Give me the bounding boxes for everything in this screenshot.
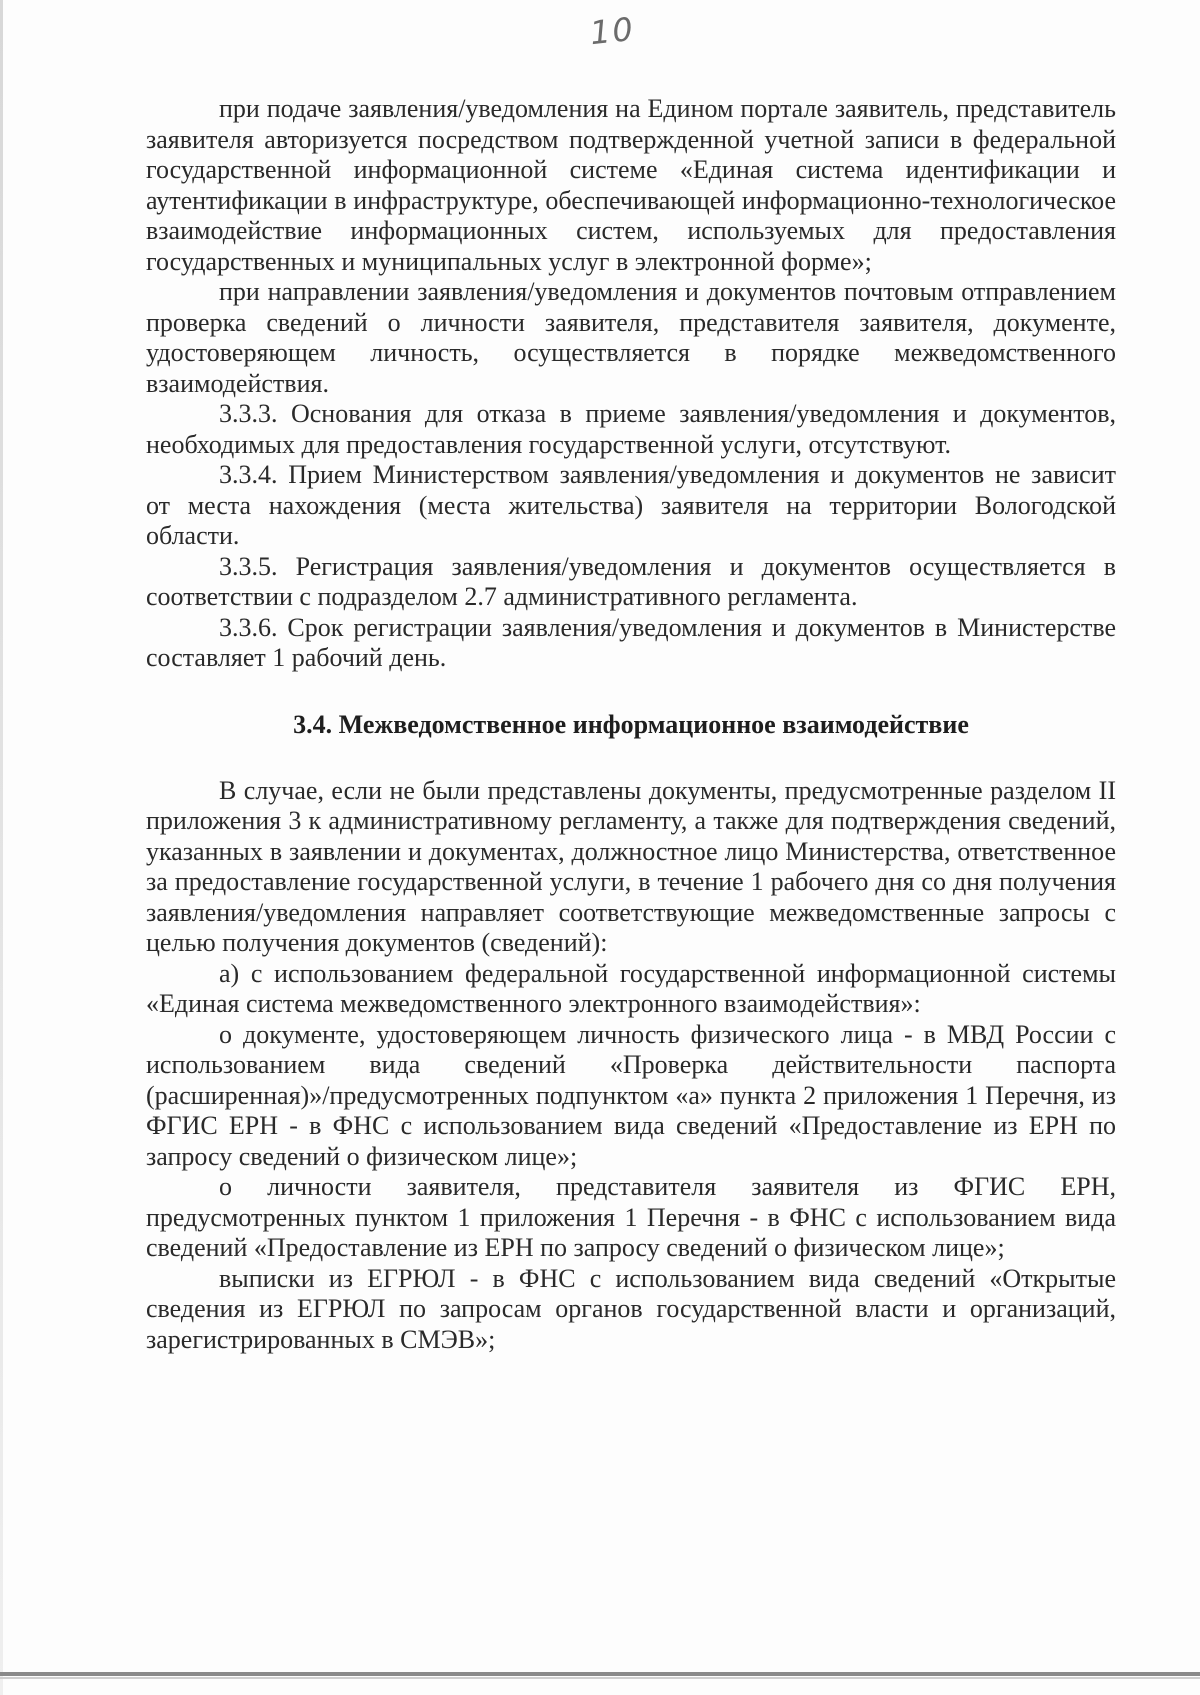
paragraph-3-3-4: 3.3.4. Прием Министерством заявления/уведомления и документов не зависит от места нахождения (места жительства) заявителя на территории Вологодской области.	[146, 460, 1116, 550]
paragraph-3-3-5: 3.3.5. Регистрация заявления/уведомления и документов осуществляется в соответствии с подразделом 2.7 административного регламента.	[146, 551, 1116, 611]
paragraph-postal-verification: при направлении заявления/уведомления и документов почтовым отправлением проверка сведений о личности заявителя, представителя заявителя, документе, удостоверяющем личность, осуществляется в порядке межведомственного взаимодействия.	[146, 277, 1116, 398]
handwritten-page-number: 10	[588, 9, 637, 53]
paragraph-interagency-requests: В случае, если не были представлены документы, предусмотренные разделом II приложения 3 к административному регламенту, а также для подтверждения сведений, указанных в заявлении и документах, должностное лицо Министерства, ответственное за предоставление государственной услуги, в течение 1 рабочего дня со дня получения заявления/уведомления направляет соответствующие межведомственные запросы с целью получения документов (сведений):	[146, 775, 1116, 957]
scan-bottom-edge	[0, 1672, 1200, 1676]
paragraph-esia-authorization: при подаче заявления/уведомления на Едином портале заявитель, представитель заявителя авторизуется посредством подтвержденной учетной записи в федеральной государственной информационной системе «Единая система идентификации и аутентификации в инфраструктуре, обеспечивающей информационно-технологическое взаимодействие информационных систем, используемых для предоставления государственных и муниципальных услуг в электронной форме»;	[146, 94, 1116, 276]
scan-left-edge	[0, 0, 3, 1695]
paragraph-smev-item-a: а) с использованием федеральной государственной информационной системы «Единая система межведомственного электронного взаимодействия»:	[146, 958, 1116, 1018]
paragraph-3-3-6: 3.3.6. Срок регистрации заявления/уведомления и документов в Министерстве составляет 1 рабочий день.	[146, 612, 1116, 672]
paragraph-identity-document: о документе, удостоверяющем личность физического лица - в МВД России с использованием вида сведений «Проверка действительности паспорта (расширенная)»/предусмотренных подпунктом «а» пункта 2 приложения 1 Перечня, из ФГИС ЕРН - в ФНС с использованием вида сведений «Предоставление из ЕРН по запросу сведений о физическом лице»;	[146, 1019, 1116, 1171]
scan-bottom-edge-shadow	[0, 1677, 1200, 1679]
document-body	[146, 94, 1116, 1355]
paragraph-egrul-extract: выписки из ЕГРЮЛ - в ФНС с использованием вида сведений «Открытые сведения из ЕГРЮЛ по запросам органов государственной власти и организаций, зарегистрированных в СМЭВ»;	[146, 1263, 1116, 1354]
paragraph-3-3-3: 3.3.3. Основания для отказа в приеме заявления/уведомления и документов, необходимых для предоставления государственной услуги, отсутствуют.	[146, 399, 1116, 459]
paragraph-applicant-identity: о личности заявителя, представителя заявителя из ФГИС ЕРН, предусмотренных пунктом 1 приложения 1 Перечня - в ФНС с использованием вида сведений «Предоставление из ЕРН по запросу сведений о физическом лице»;	[146, 1172, 1116, 1262]
section-heading-3-4: 3.4. Межведомственное информационное взаимодействие	[293, 709, 969, 739]
